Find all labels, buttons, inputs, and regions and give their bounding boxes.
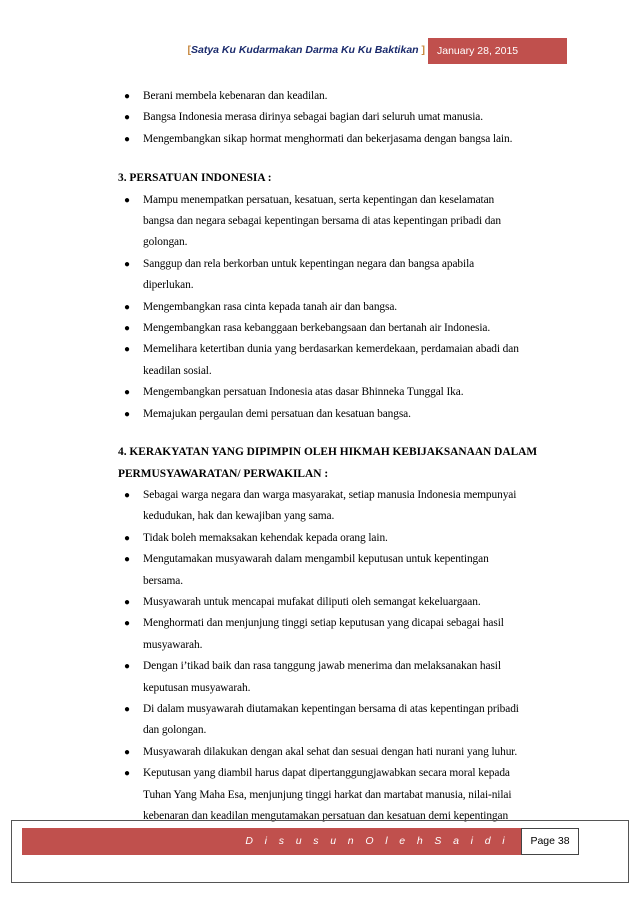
page-footer xyxy=(11,820,629,883)
list-item-text: Musyawarah untuk mencapai mufakat diliputi oleh semangat kekeluargaan. xyxy=(143,595,481,608)
bullet-icon: ● xyxy=(124,746,130,758)
section3-title: 3. PERSATUAN INDONESIA : xyxy=(118,172,272,185)
list-item-text: Sebagai warga negara dan warga masyarakat, setiap manusia Indonesia mempunyai xyxy=(143,488,517,501)
bullet-icon: ● xyxy=(124,408,130,420)
list-item-text: Dengan i’tikad baik dan rasa tanggung jawab menerima dan melaksanakan hasil xyxy=(143,660,501,673)
list-item-text: Keputusan yang diambil harus dapat dipertanggungjawabkan secara moral kepada xyxy=(143,767,510,780)
list-item-text: bersama. xyxy=(143,574,183,587)
list-item xyxy=(118,129,568,150)
list-item-text: Mengembangkan rasa cinta kepada tanah air dan bangsa. xyxy=(143,300,398,313)
footer-author: D i s u s u n O l e h S a i d i xyxy=(22,828,521,855)
list-item xyxy=(118,382,568,403)
list-item xyxy=(118,318,568,339)
bullet-icon: ● xyxy=(124,301,130,313)
list-item-text: Mengutamakan musyawarah dalam mengambil keputusan untuk kepentingan xyxy=(143,553,489,566)
footer-page-number: Page 38 xyxy=(521,828,579,855)
header-bracket-close: ] xyxy=(421,44,425,56)
section4-title-line1: 4. KERAKYATAN YANG DIPIMPIN OLEH HIKMAH KEBIJAKSANAAN DALAM xyxy=(118,446,538,459)
list-item xyxy=(118,485,568,528)
list-item-text: keadilan sosial. xyxy=(143,364,212,377)
list-section4 xyxy=(118,485,568,849)
list-item-text: keputusan musyawarah. xyxy=(143,681,251,694)
document-body xyxy=(118,86,568,849)
bullet-icon: ● xyxy=(124,596,130,608)
list-item xyxy=(118,339,568,382)
list-item xyxy=(118,404,568,425)
list-item xyxy=(118,549,568,592)
bullet-icon: ● xyxy=(124,554,130,566)
bullet-icon: ● xyxy=(124,703,130,715)
list-item xyxy=(118,742,568,763)
list-item xyxy=(118,254,568,297)
list-item-text: Memelihara ketertiban dunia yang berdasarkan kemerdekaan, perdamaian abadi dan xyxy=(143,343,519,356)
header-bracket-open: [ xyxy=(187,44,191,56)
list-item-text: Mengembangkan persatuan Indonesia atas dasar Bhinneka Tunggal Ika. xyxy=(143,386,464,399)
bullet-icon: ● xyxy=(124,532,130,544)
list-item xyxy=(118,656,568,699)
list-item-text: Bangsa Indonesia merasa dirinya sebagai bagian dari seluruh umat manusia. xyxy=(143,111,484,124)
list-item-text: Memajukan pergaulan demi persatuan dan kesatuan bangsa. xyxy=(143,407,411,420)
header-title-text: Satya Ku Kudarmakan Darma Ku Ku Baktikan xyxy=(191,44,419,56)
bullet-icon: ● xyxy=(124,133,130,145)
bullet-icon: ● xyxy=(124,91,130,102)
list-item xyxy=(118,86,568,107)
list-item-text: Musyawarah dilakukan dengan akal sehat dan sesuai dengan hati nurani yang luhur. xyxy=(143,745,518,758)
header-title xyxy=(188,44,426,56)
list-item-text: Mampu menempatkan persatuan, kesatuan, serta kepentingan dan keselamatan xyxy=(143,193,495,206)
list-item-text: golongan. xyxy=(143,236,188,249)
bullet-icon: ● xyxy=(124,194,130,206)
bullet-icon: ● xyxy=(124,768,130,780)
bullet-icon: ● xyxy=(124,258,130,270)
bullet-icon: ● xyxy=(124,344,130,356)
list-item-text: bangsa dan negara sebagai kepentingan bersama di atas kepentingan pribadi dan xyxy=(143,215,501,228)
bullet-icon: ● xyxy=(124,387,130,399)
list-item xyxy=(118,699,568,742)
list-item-text: Berani membela kebenaran dan keadilan. xyxy=(143,90,328,102)
list-item xyxy=(118,613,568,656)
bullet-icon: ● xyxy=(124,489,130,501)
bullet-icon: ● xyxy=(124,618,130,630)
list-item-text: Mengembangkan rasa kebanggaan berkebangsaan dan bertanah air Indonesia. xyxy=(143,322,491,335)
list-item-text: Tidak boleh memaksakan kehendak kepada orang lain. xyxy=(143,531,388,544)
header-date: January 28, 2015 xyxy=(428,38,567,64)
list-item xyxy=(118,592,568,613)
list-item xyxy=(118,190,568,254)
bullet-icon: ● xyxy=(124,323,130,335)
list-item xyxy=(118,107,568,128)
list-top xyxy=(118,86,568,150)
bullet-icon: ● xyxy=(124,112,130,124)
list-item xyxy=(118,528,568,549)
page-header xyxy=(0,38,638,64)
list-item-text: Sanggup dan rela berkorban untuk kepentingan negara dan bangsa apabila xyxy=(143,257,475,270)
section4-title-line2: PERMUSYAWARATAN/ PERWAKILAN : xyxy=(118,467,329,480)
list-item-text: Tuhan Yang Maha Esa, menjunjung tinggi harkat dan martabat manusia, nilai-nilai xyxy=(143,788,512,801)
list-item-text: Di dalam musyawarah diutamakan kepentingan bersama di atas kepentingan pribadi xyxy=(143,702,519,715)
list-item-text: dan golongan. xyxy=(143,724,207,737)
list-item-text: kebenaran dan keadilan mengutamakan persatuan dan kesatuan demi kepentingan xyxy=(143,810,509,822)
list-item-text: kedudukan, hak dan kewajiban yang sama. xyxy=(143,510,335,523)
list-item-text: Menghormati dan menjunjung tinggi setiap keputusan yang dicapai sebagai hasil xyxy=(143,617,504,630)
list-item-text: diperlukan. xyxy=(143,279,194,292)
list-section3 xyxy=(118,190,568,425)
list-item-text: Mengembangkan sikap hormat menghormati dan bekerjasama dengan bangsa lain. xyxy=(143,132,513,145)
bullet-icon: ● xyxy=(124,661,130,673)
list-item-text: musyawarah. xyxy=(143,638,203,651)
list-item xyxy=(118,297,568,318)
